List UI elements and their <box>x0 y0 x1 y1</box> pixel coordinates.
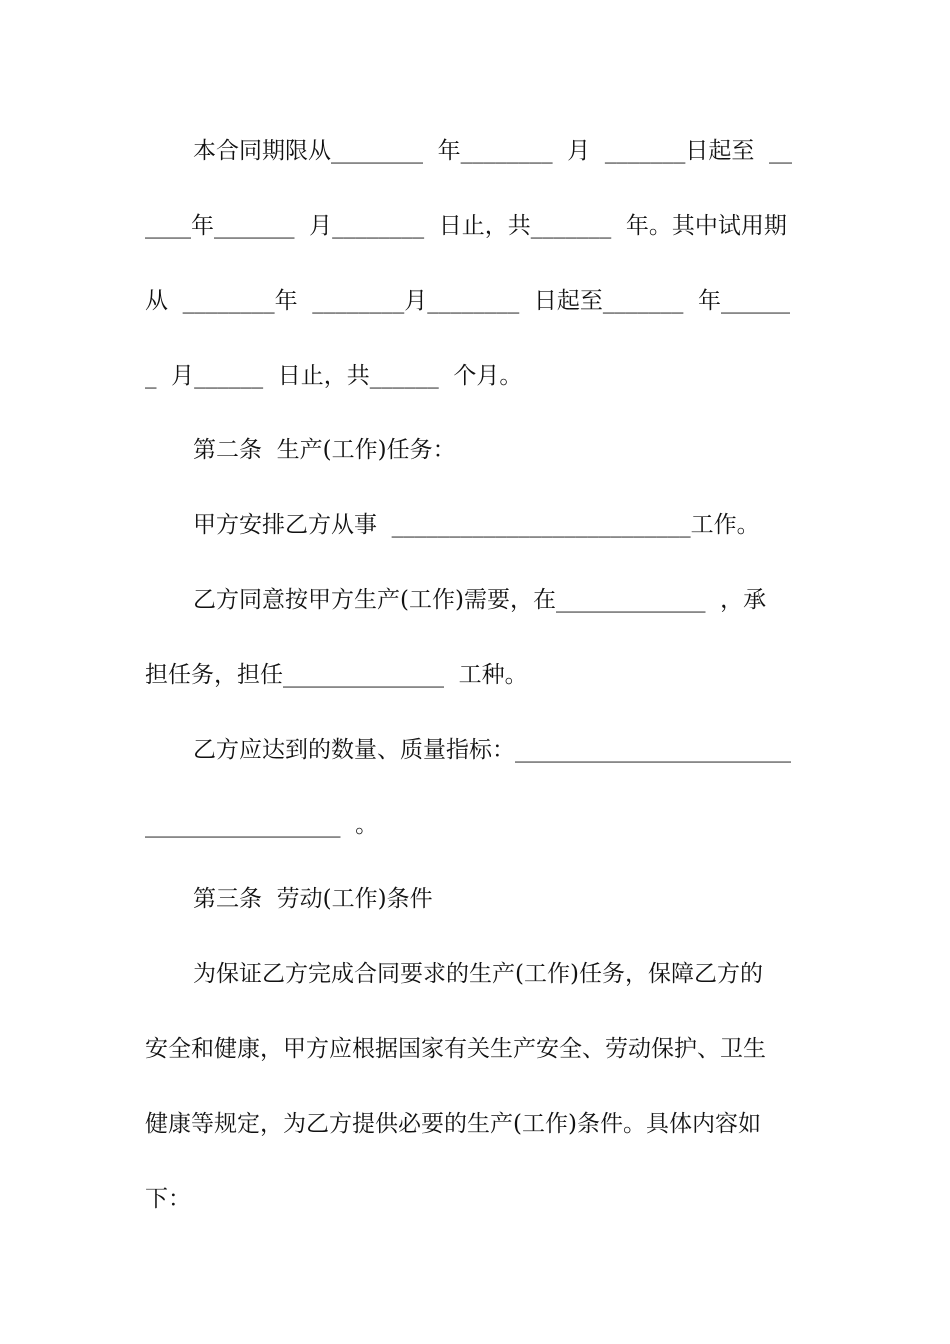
conditions-line-1: 为保证乙方完成合同要求的生产(工作)任务，保障乙方的 <box>193 961 763 987</box>
probation-line-1: 从 ________年 ________月________ 日起至_______ 年______ <box>145 288 790 314</box>
assigned-work-line: 甲方安排乙方从事 __________________________工作。 <box>193 512 760 538</box>
agreement-line-1: 乙方同意按甲方生产(工作)需要，在_____________ ，承 <box>193 587 767 613</box>
quota-line-1: 乙方应达到的数量、质量指标：________________________ <box>193 737 791 763</box>
agreement-line-2: 担任务，担任______________ 工种。 <box>145 662 528 688</box>
conditions-line-2: 安全和健康，甲方应根据国家有关生产安全、劳动保护、卫生 <box>145 1036 766 1062</box>
quota-line-2: _________________ 。 <box>145 812 379 838</box>
article-3-heading: 第三条 劳动(工作)条件 <box>193 886 433 912</box>
conditions-line-3: 健康等规定，为乙方提供必要的生产(工作)条件。具体内容如 <box>145 1111 761 1137</box>
conditions-line-4: 下： <box>145 1186 191 1212</box>
article-2-heading: 第二条 生产(工作)任务： <box>193 437 456 463</box>
contract-term-line-1: 本合同期限从________ 年________ 月 _______日起至 __ <box>193 138 792 164</box>
contract-term-line-2: ____年_______ 月________ 日止，共_______ 年。其中试用期 <box>145 213 787 239</box>
probation-line-2: _ 月______ 日止，共______ 个月。 <box>145 363 523 389</box>
